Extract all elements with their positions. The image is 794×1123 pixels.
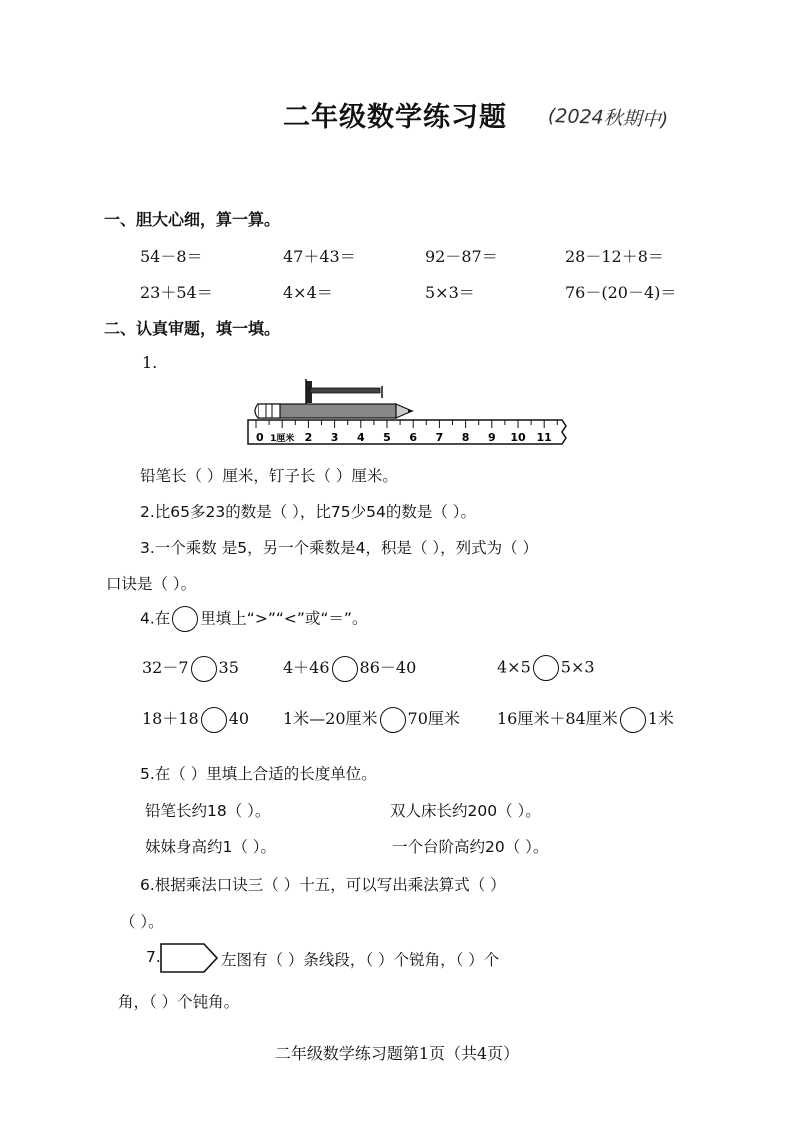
compare-item (142, 655, 239, 682)
q4-post: 里填上“>”“<”或“＝”。 (200, 609, 368, 628)
q3-line1: 3.一个乘数 是5，另一个乘数是4，积是（ ），列式为（ ） (140, 539, 539, 557)
compare-left: 18＋18 (142, 709, 199, 728)
compare-circle[interactable] (172, 606, 198, 632)
calc-item: 76－(20－4)＝ (565, 283, 677, 302)
q5-b: 双人床长约200（ ）。 (390, 802, 541, 820)
q1-text: 铅笔长（ ）厘米，钉子长（ ）厘米。 (140, 467, 398, 485)
q5-d: 一个台阶高约20（ ）。 (392, 838, 549, 856)
ruler-number: 3 (330, 431, 339, 444)
compare-right: 5×3 (560, 657, 595, 677)
q4-instruction (140, 606, 367, 632)
compare-circle[interactable] (191, 656, 217, 682)
section2-heading: 二、认真审题，填一填。 (104, 319, 281, 338)
ruler-number: 5 (383, 431, 391, 444)
calc-item: 92－87＝ (425, 247, 498, 266)
q7-line2: 角，（ ）个钝角。 (118, 993, 240, 1011)
compare-item (283, 706, 460, 733)
page-footer: 二年级数学练习题第1页（共4页） (274, 1044, 520, 1063)
pentagon-shape (158, 941, 220, 975)
ruler-number: 2 (304, 431, 313, 444)
ruler-number: 8 (461, 431, 470, 444)
compare-item (497, 655, 595, 681)
q6-line2: （ ）。 (120, 913, 164, 931)
calc-item: 54－8＝ (140, 247, 203, 266)
calc-item: 47＋43＝ (283, 247, 356, 266)
ruler-number: 6 (409, 431, 418, 444)
compare-right: 35 (218, 658, 239, 677)
compare-item (142, 706, 249, 733)
calc-item: 28－12＋8＝ (565, 247, 664, 266)
compare-circle[interactable] (380, 707, 406, 733)
q5-a: 铅笔长约18（ ）。 (145, 802, 271, 820)
ruler-number: 11 (536, 431, 552, 444)
compare-circle[interactable] (332, 656, 358, 682)
q5-c: 妹妹身高约1（ ）。 (145, 838, 277, 856)
q7-label: 7. (146, 948, 161, 966)
ruler-number: 1厘米 (270, 434, 295, 444)
compare-right: 1米 (647, 709, 674, 728)
q4-pre: 4.在 (140, 609, 171, 628)
compare-circle[interactable] (533, 655, 559, 681)
compare-right: 70厘米 (407, 709, 460, 728)
compare-left: 32－7 (142, 658, 189, 677)
compare-circle[interactable] (620, 707, 646, 733)
section1-heading: 一、胆大心细，算一算。 (104, 210, 281, 229)
calc-item: 5×3＝ (425, 283, 475, 302)
compare-item (283, 655, 416, 682)
q1-label: 1. (142, 353, 158, 372)
calc-item: 23＋54＝ (140, 283, 213, 302)
ruler-number: 7 (435, 431, 444, 444)
page-title: 二年级数学练习题 (283, 102, 507, 133)
compare-left: 1米—20厘米 (283, 709, 378, 728)
ruler-number: 4 (356, 431, 365, 444)
compare-circle[interactable] (201, 707, 227, 733)
q3-line2: 口诀是（ ）。 (106, 575, 197, 593)
ruler-number: 9 (487, 431, 496, 444)
ruler-number: 0 (256, 431, 264, 444)
compare-item (497, 706, 674, 733)
handwritten-note: (2024秋期中) (547, 104, 669, 132)
calc-item: 4×4＝ (283, 283, 333, 302)
q6-line1: 6.根据乘法口诀三（ ）十五，可以写出乘法算式（ ） (140, 876, 506, 894)
compare-left: 4＋46 (283, 658, 330, 677)
ruler-figure (244, 378, 574, 450)
compare-left: 4×5 (497, 657, 531, 677)
pencil-image (255, 404, 414, 418)
q2-text: 2.比65多23的数是（ ），比75少54的数是（ ）。 (140, 503, 477, 521)
ruler-number: 10 (510, 431, 526, 444)
compare-right: 86－40 (359, 658, 417, 677)
q7-text: 左图有（ ）条线段，（ ）个锐角，（ ）个 (221, 951, 500, 969)
compare-right: 40 (228, 709, 250, 728)
compare-left: 16厘米＋84厘米 (497, 709, 618, 728)
nail-image (306, 379, 382, 405)
q5-text: 5.在（ ）里填上合适的长度单位。 (140, 765, 377, 783)
